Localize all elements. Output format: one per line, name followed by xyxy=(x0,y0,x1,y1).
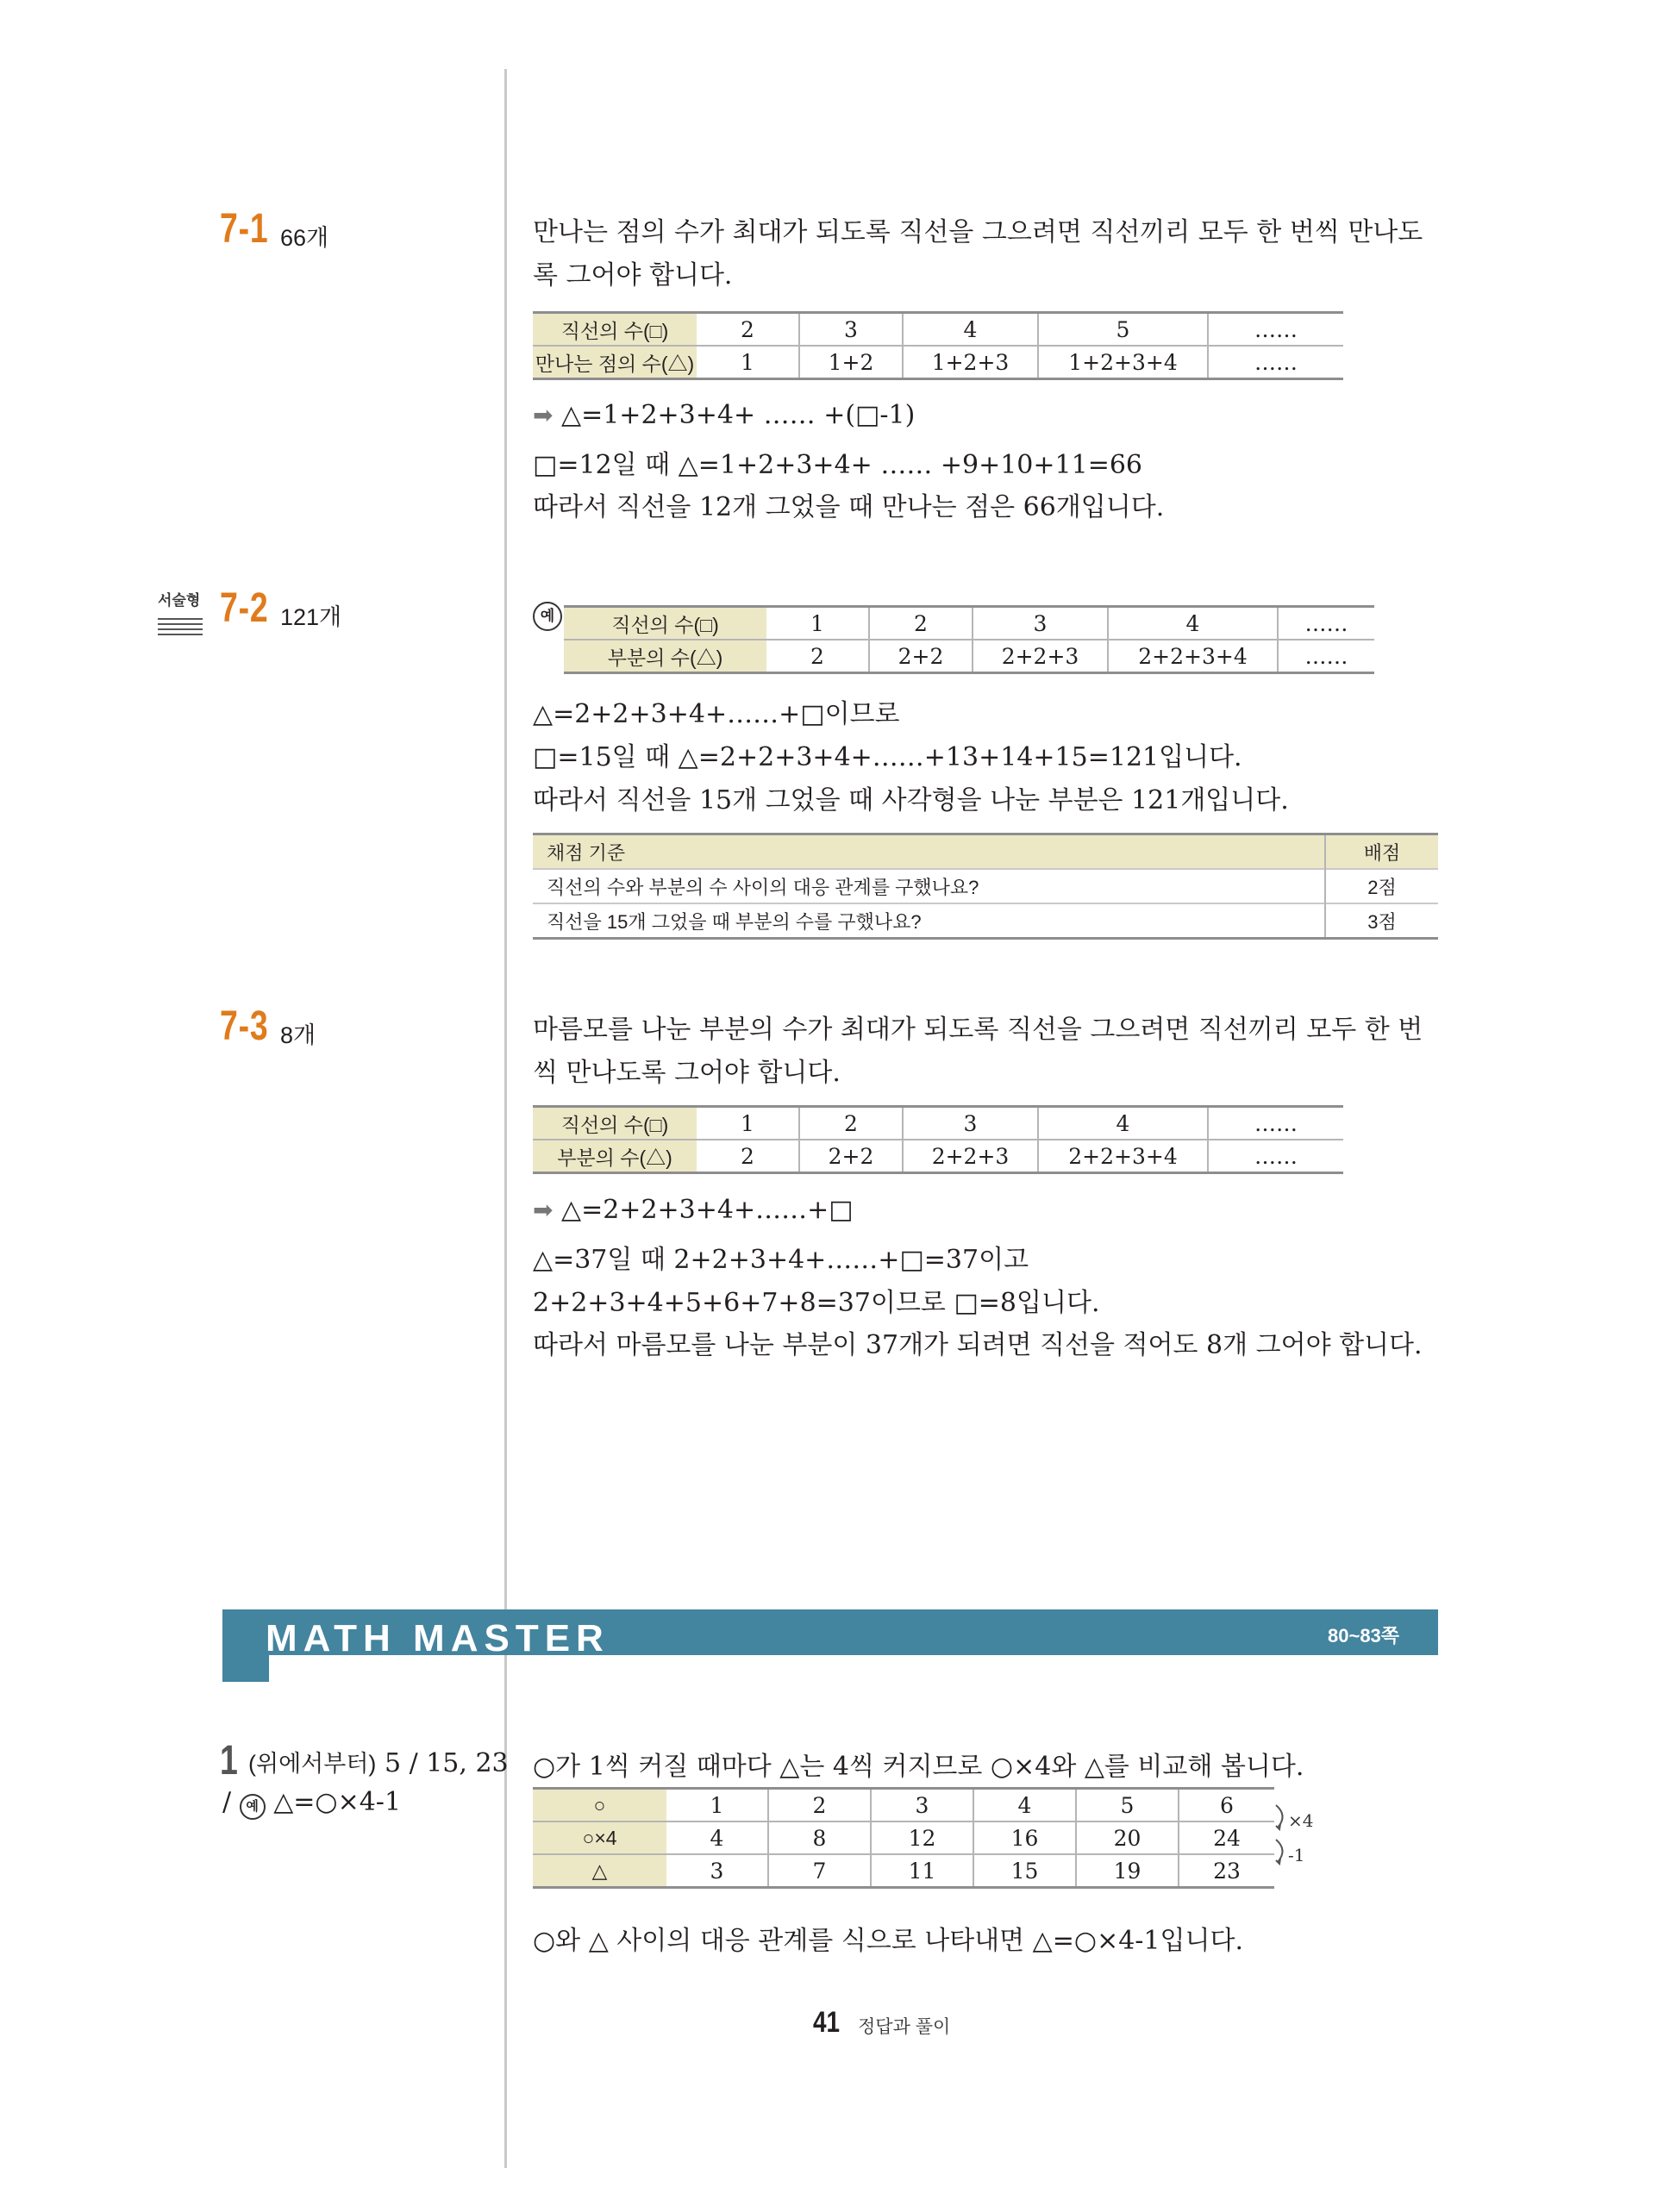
table-row xyxy=(533,869,1438,903)
table-cell: 2 xyxy=(697,1140,799,1173)
table-cell: 만나는 점의 수(△) xyxy=(533,346,697,379)
arrow-right-icon: ➡ xyxy=(533,1196,554,1224)
table-cell: 1+2 xyxy=(799,346,903,379)
table-cell: 직선을 15개 그었을 때 부분의 수를 구했나요? xyxy=(533,903,1325,939)
table-row xyxy=(564,640,1374,673)
table-cell: 2+2+3 xyxy=(903,1140,1038,1173)
table-row xyxy=(533,903,1438,939)
table-cell: 6 xyxy=(1179,1789,1274,1822)
section-title: MATH MASTER xyxy=(266,1617,610,1659)
table-cell: …… xyxy=(1278,607,1374,640)
table-cell: 1 xyxy=(697,346,799,379)
table-cell: …… xyxy=(1208,313,1343,347)
table-cell: 직선의 수(□) xyxy=(533,313,697,347)
page-range: 80~83쪽 xyxy=(1328,1625,1400,1647)
problem-number-7-2: 7-2 xyxy=(220,585,269,631)
table-cell: 4 xyxy=(1108,607,1278,640)
table-cell: 2 xyxy=(799,1107,903,1140)
table-row xyxy=(533,346,1343,379)
solution-line: □=15일 때 △=2+2+3+4+……+13+14+15=121입니다. xyxy=(533,742,1242,772)
table-cell: 1 xyxy=(810,610,824,636)
table-cell: …… xyxy=(1208,346,1343,379)
example-mark-icon: 예 xyxy=(240,1794,266,1820)
answer-1-line2: / 예 △=○×4-1 xyxy=(222,1787,401,1820)
table-cell: …… xyxy=(1208,1107,1343,1140)
essay-badge: 서술형 xyxy=(158,592,201,609)
table-cell: 1 xyxy=(741,1110,754,1136)
table-cell: 4 xyxy=(1038,1107,1208,1140)
table-cell: 2점 xyxy=(1325,869,1438,903)
solution-line: 따라서 직선을 12개 그었을 때 만나는 점은 66개입니다. xyxy=(533,492,1165,522)
table-cell: 7 xyxy=(768,1854,871,1888)
table-cell: ○ xyxy=(533,1789,666,1822)
table-cell: 5 xyxy=(1038,313,1208,347)
table-row xyxy=(533,834,1438,870)
table-row xyxy=(533,1821,1274,1854)
table-cell: 2+2+3+4 xyxy=(1108,640,1278,673)
table-7-2 xyxy=(564,605,1374,674)
table-cell: 3 xyxy=(973,607,1108,640)
table-cell: …… xyxy=(1278,640,1374,673)
table-cell: 20 xyxy=(1076,1821,1179,1854)
table-row xyxy=(533,1107,1343,1140)
solution-line: △=37일 때 2+2+3+4+……+□=37이고 xyxy=(533,1245,1029,1275)
table-cell: 3 xyxy=(871,1789,973,1822)
table-cell: 1+2+3 xyxy=(903,346,1038,379)
answer-7-2: 121개 xyxy=(280,604,342,630)
table-7-3 xyxy=(533,1105,1343,1174)
problem-number-7-3: 7-3 xyxy=(220,1003,269,1049)
table-cell: 부분의 수(△) xyxy=(564,640,766,673)
table-cell: 8 xyxy=(768,1821,871,1854)
table-cell: 4 xyxy=(973,1789,1076,1822)
solution-line: △=2+2+3+4+……+□이므로 xyxy=(533,699,900,729)
solution-line: 따라서 마름모를 나눈 부분이 37개가 되려면 직선을 적어도 8개 그어야 합니다. xyxy=(533,1330,1423,1360)
essay-badge-lines-icon xyxy=(158,618,203,635)
table-cell: 직선의 수와 부분의 수 사이의 대응 관계를 구했나요? xyxy=(533,869,1325,903)
math-master-banner-tab xyxy=(222,1655,269,1682)
conclusion-1: ○와 △ 사이의 대응 관계를 식으로 나타내면 △=○×4-1입니다. xyxy=(533,1926,1243,1956)
table-cell: 24 xyxy=(1179,1821,1274,1854)
table-cell: △ xyxy=(533,1854,666,1888)
table-cell: 4 xyxy=(903,313,1038,347)
table-row xyxy=(533,313,1343,347)
table-cell: 직선의 수(□) xyxy=(564,607,766,640)
table-cell: 4 xyxy=(666,1821,768,1854)
table-7-1 xyxy=(533,311,1343,380)
table-cell: 12 xyxy=(871,1821,973,1854)
table-cell: 1 xyxy=(710,1792,724,1818)
table-cell: 11 xyxy=(871,1854,973,1888)
table-cell: 2+2 xyxy=(799,1140,903,1173)
table-row xyxy=(533,1789,1274,1822)
table-cell: 5 xyxy=(1076,1789,1179,1822)
table-cell: ○×4 xyxy=(533,1821,666,1854)
table-cell: 19 xyxy=(1076,1854,1179,1888)
explanation-1: ○가 1씩 커질 때마다 △는 4씩 커지므로 ○×4와 △를 비교해 봅니다. xyxy=(533,1752,1304,1782)
arrow-right-icon: ➡ xyxy=(533,401,554,429)
example-mark-icon: 예 xyxy=(533,602,562,631)
table-cell: 2 xyxy=(869,607,973,640)
table-cell: 3 xyxy=(903,1107,1038,1140)
problem-number-1: 1 xyxy=(220,1738,239,1784)
solution-line: ➡ △=1+2+3+4+ …… +(□-1) xyxy=(533,400,916,430)
solution-line: □=12일 때 △=1+2+3+4+ …… +9+10+11=66 xyxy=(533,450,1143,480)
table-row xyxy=(533,1854,1274,1888)
page-number: 41 xyxy=(813,2006,841,2039)
table-cell: 2 xyxy=(766,640,869,673)
table-row xyxy=(564,607,1374,640)
table-cell: 1+2+3+4 xyxy=(1038,346,1208,379)
table-row xyxy=(533,1140,1343,1173)
solution-line: ➡ △=2+2+3+4+……+□ xyxy=(533,1195,854,1225)
table-cell: 2+2 xyxy=(869,640,973,673)
answer-7-1: 66개 xyxy=(280,225,329,251)
problem-number-7-1 xyxy=(220,205,268,253)
table-1 xyxy=(533,1787,1274,1889)
table-cell: 채점 기준 xyxy=(533,834,1325,870)
table-cell: 3점 xyxy=(1325,903,1438,939)
table-cell: 16 xyxy=(973,1821,1076,1854)
problem-number-text: 7-1 xyxy=(220,206,269,252)
footer-label: 정답과 풀이 xyxy=(858,2017,951,2037)
explanation-7-3: 마름모를 나눈 부분의 수가 최대가 되도록 직선을 그으려면 직선끼리 모두 한 번씩 만나도록 그어야 합니다. xyxy=(533,1015,1423,1088)
table-cell: 2+2+3 xyxy=(973,640,1108,673)
table-cell: 직선의 수(□) xyxy=(533,1107,697,1140)
table-cell: 15 xyxy=(973,1854,1076,1888)
table-cell: 부분의 수(△) xyxy=(533,1140,697,1173)
table-cell: 23 xyxy=(1179,1854,1274,1888)
grading-criteria-table xyxy=(533,833,1438,940)
table-cell: 2+2+3+4 xyxy=(1038,1140,1208,1173)
table-cell: 배점 xyxy=(1325,834,1438,870)
side-note-minus1: -1 xyxy=(1288,1845,1305,1865)
table-cell: 3 xyxy=(799,313,903,347)
side-note-times4: ×4 xyxy=(1288,1810,1314,1831)
column-divider xyxy=(504,69,507,2168)
table-cell: …… xyxy=(1208,1140,1343,1173)
solution-line: 따라서 직선을 15개 그었을 때 사각형을 나눈 부분은 121개입니다. xyxy=(533,785,1289,815)
table-cell: 3 xyxy=(666,1854,768,1888)
table-cell: 2 xyxy=(768,1789,871,1822)
table-cell: 2 xyxy=(741,316,754,342)
solution-line: 2+2+3+4+5+6+7+8=37이므로 □=8입니다. xyxy=(533,1288,1100,1318)
answer-7-3: 8개 xyxy=(280,1022,316,1048)
explanation-7-1: 만나는 점의 수가 최대가 되도록 직선을 그으려면 직선끼리 모두 한 번씩 만나도록 그어야 합니다. xyxy=(533,217,1423,291)
answer-1: (위에서부터) 5 / 15, 23 xyxy=(248,1748,509,1778)
